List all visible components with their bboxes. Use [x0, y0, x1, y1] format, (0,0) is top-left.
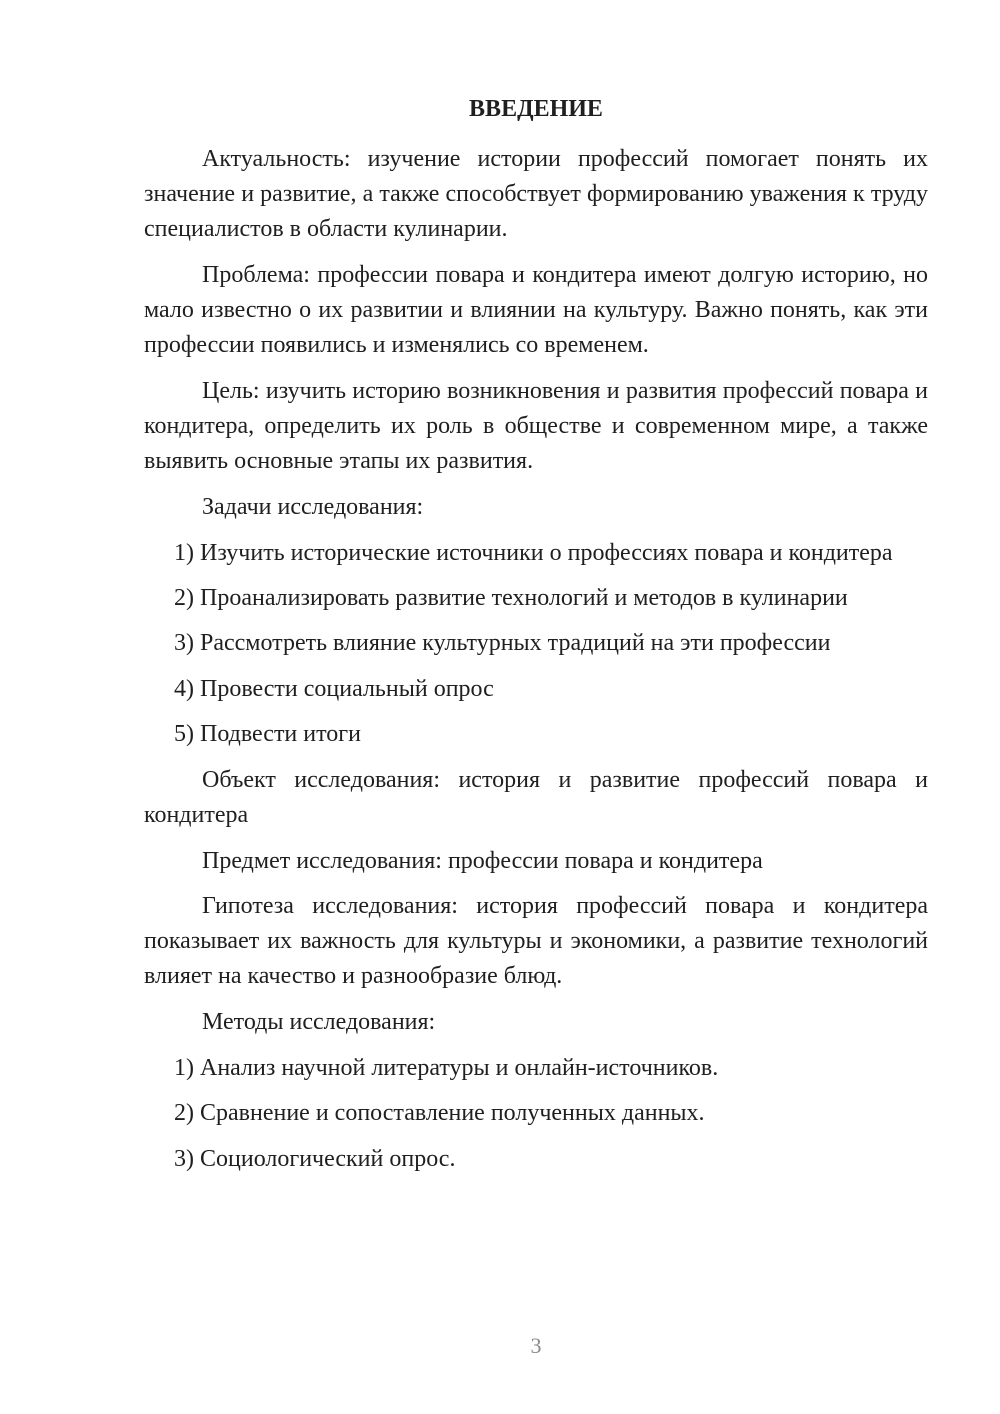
task-item-1: 1) Изучить исторические источники о профессиях повара и кондитера: [174, 540, 893, 566]
task-item-2: 2) Проанализировать развитие технологий и методов в кулинарии: [174, 585, 848, 611]
method-item-3: 3) Социологический опрос.: [174, 1146, 456, 1172]
page-title: ВВЕДЕНИЕ: [469, 96, 603, 122]
page-number: 3: [530, 1333, 542, 1358]
object-paragraph: Объект исследования: история и развитие профессий повара и кондитера: [144, 767, 928, 828]
method-item-1: 1) Анализ научной литературы и онлайн-источников.: [174, 1055, 719, 1081]
hypothesis-paragraph: Гипотеза исследования: история профессий повара и кондитера показывает их важность для культуры и экономики, а развитие технологий влияет на качество и разнообразие блюд.: [144, 893, 928, 989]
method-item-2: 2) Сравнение и сопоставление полученных данных.: [174, 1100, 705, 1126]
subject-paragraph: Предмет исследования: профессии повара и кондитера: [202, 848, 763, 874]
methods-heading: Методы исследования:: [202, 1009, 436, 1035]
task-item-3: 3) Рассмотреть влияние культурных традиций на эти профессии: [174, 630, 831, 656]
tasks-heading: Задачи исследования:: [202, 494, 424, 520]
goal-paragraph: Цель: изучить историю возникновения и развития профессий повара и кондитера, определить их роль в обществе и современном мире, а также выявить основные этапы их развития.: [144, 378, 928, 474]
task-item-5: 5) Подвести итоги: [174, 721, 361, 747]
relevance-paragraph: Актуальность: изучение истории профессий помогает понять их значение и развитие, а также способствует формированию уважения к труду специалистов в области кулинарии.: [144, 146, 928, 242]
task-item-4: 4) Провести социальный опрос: [174, 676, 494, 702]
problem-paragraph: Проблема: профессии повара и кондитера имеют долгую историю, но мало известно о их развитии и влиянии на культуру. Важно понять, как эти профессии появились и изменялись со временем.: [144, 262, 928, 358]
